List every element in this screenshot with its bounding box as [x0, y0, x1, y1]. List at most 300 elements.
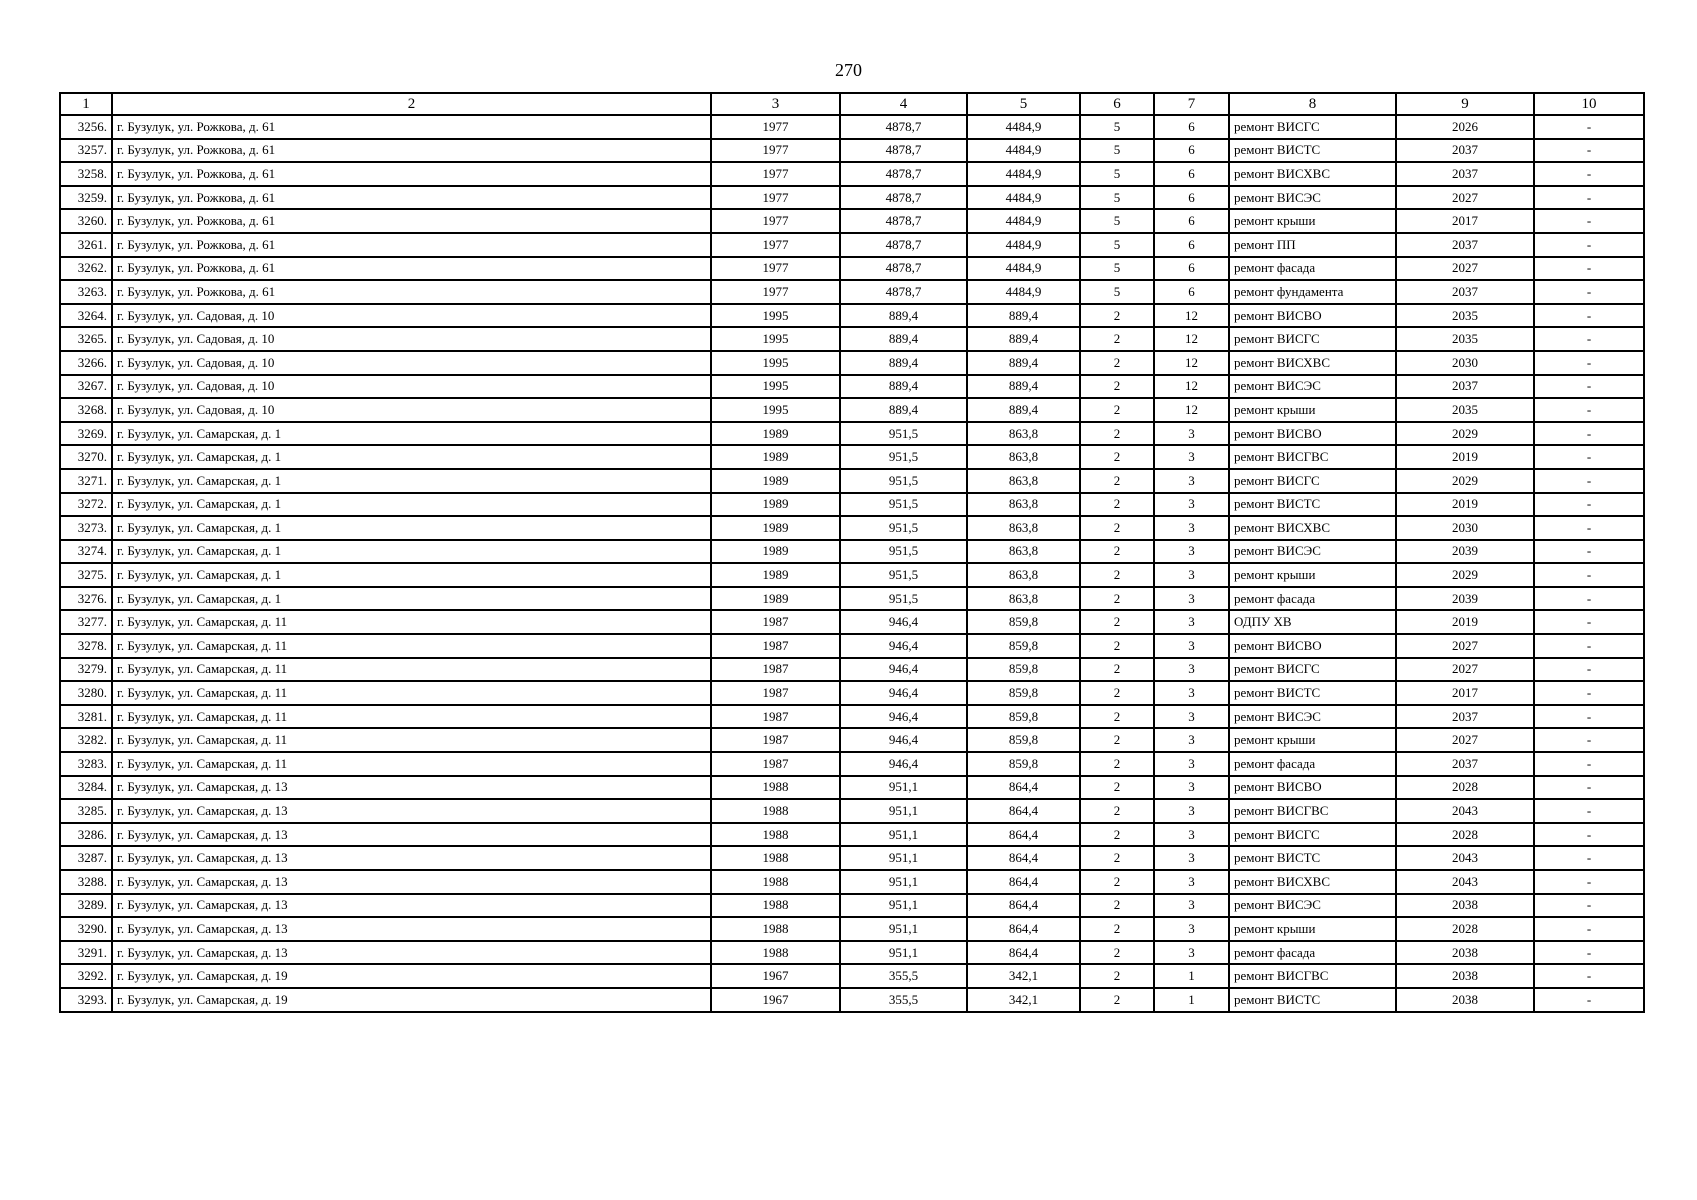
year-built-cell: 1989	[711, 445, 840, 469]
entrances-cell: 3	[1154, 563, 1229, 587]
floors-cell: 2	[1080, 563, 1154, 587]
living-area-cell: 889,4	[967, 327, 1080, 351]
planned-year-cell: 2039	[1396, 540, 1534, 564]
planned-year-cell: 2037	[1396, 162, 1534, 186]
address-cell: г. Бузулук, ул. Самарская, д. 13	[112, 846, 711, 870]
work-type-cell: ремонт ВИСХВС	[1229, 870, 1396, 894]
year-built-cell: 1989	[711, 516, 840, 540]
note-cell: -	[1534, 375, 1644, 399]
work-type-cell: ремонт ВИСЭС	[1229, 705, 1396, 729]
work-type-cell: ремонт фундамента	[1229, 280, 1396, 304]
column-number: 4	[840, 93, 967, 115]
address-cell: г. Бузулук, ул. Самарская, д. 1	[112, 540, 711, 564]
planned-year-cell: 2029	[1396, 563, 1534, 587]
address-cell: г. Бузулук, ул. Самарская, д. 1	[112, 469, 711, 493]
address-cell: г. Бузулук, ул. Самарская, д. 13	[112, 823, 711, 847]
entrances-cell: 3	[1154, 469, 1229, 493]
address-cell: г. Бузулук, ул. Самарская, д. 13	[112, 799, 711, 823]
floors-cell: 2	[1080, 469, 1154, 493]
total-area-cell: 946,4	[840, 658, 967, 682]
living-area-cell: 863,8	[967, 493, 1080, 517]
work-type-cell: ремонт фасада	[1229, 257, 1396, 281]
entrances-cell: 6	[1154, 186, 1229, 210]
row-index: 3267.	[60, 375, 112, 399]
total-area-cell: 951,5	[840, 540, 967, 564]
living-area-cell: 864,4	[967, 917, 1080, 941]
planned-year-cell: 2028	[1396, 917, 1534, 941]
row-index: 3290.	[60, 917, 112, 941]
address-cell: г. Бузулук, ул. Самарская, д. 13	[112, 870, 711, 894]
table-row	[60, 540, 1644, 564]
address-cell: г. Бузулук, ул. Рожкова, д. 61	[112, 280, 711, 304]
row-index: 3292.	[60, 964, 112, 988]
total-area-cell: 951,1	[840, 917, 967, 941]
row-index: 3291.	[60, 941, 112, 965]
floors-cell: 2	[1080, 445, 1154, 469]
note-cell: -	[1534, 988, 1644, 1012]
entrances-cell: 12	[1154, 304, 1229, 328]
planned-year-cell: 2035	[1396, 304, 1534, 328]
work-type-cell: ремонт ВИСТС	[1229, 846, 1396, 870]
note-cell: -	[1534, 563, 1644, 587]
planned-year-cell: 2043	[1396, 846, 1534, 870]
table-row	[60, 705, 1644, 729]
entrances-cell: 6	[1154, 233, 1229, 257]
entrances-cell: 3	[1154, 516, 1229, 540]
living-area-cell: 859,8	[967, 681, 1080, 705]
entrances-cell: 3	[1154, 728, 1229, 752]
living-area-cell: 859,8	[967, 728, 1080, 752]
table-row	[60, 422, 1644, 446]
row-index: 3265.	[60, 327, 112, 351]
note-cell: -	[1534, 445, 1644, 469]
row-index: 3282.	[60, 728, 112, 752]
table-row	[60, 280, 1644, 304]
address-cell: г. Бузулук, ул. Рожкова, д. 61	[112, 115, 711, 139]
entrances-cell: 3	[1154, 799, 1229, 823]
floors-cell: 2	[1080, 728, 1154, 752]
row-index: 3279.	[60, 658, 112, 682]
floors-cell: 2	[1080, 752, 1154, 776]
total-area-cell: 951,1	[840, 776, 967, 800]
planned-year-cell: 2037	[1396, 280, 1534, 304]
work-type-cell: ремонт ВИСВО	[1229, 422, 1396, 446]
address-cell: г. Бузулук, ул. Самарская, д. 11	[112, 728, 711, 752]
note-cell: -	[1534, 351, 1644, 375]
work-type-cell: ремонт фасада	[1229, 941, 1396, 965]
note-cell: -	[1534, 139, 1644, 163]
year-built-cell: 1967	[711, 988, 840, 1012]
entrances-cell: 3	[1154, 610, 1229, 634]
address-cell: г. Бузулук, ул. Рожкова, д. 61	[112, 257, 711, 281]
row-index: 3280.	[60, 681, 112, 705]
row-index: 3258.	[60, 162, 112, 186]
floors-cell: 2	[1080, 634, 1154, 658]
total-area-cell: 951,5	[840, 493, 967, 517]
note-cell: -	[1534, 493, 1644, 517]
living-area-cell: 863,8	[967, 587, 1080, 611]
year-built-cell: 1988	[711, 846, 840, 870]
row-index: 3257.	[60, 139, 112, 163]
year-built-cell: 1995	[711, 398, 840, 422]
year-built-cell: 1988	[711, 776, 840, 800]
year-built-cell: 1989	[711, 422, 840, 446]
work-type-cell: ремонт крыши	[1229, 728, 1396, 752]
column-number: 7	[1154, 93, 1229, 115]
total-area-cell: 946,4	[840, 610, 967, 634]
living-area-cell: 859,8	[967, 752, 1080, 776]
address-cell: г. Бузулук, ул. Самарская, д. 11	[112, 658, 711, 682]
work-type-cell: ремонт ВИСГС	[1229, 823, 1396, 847]
planned-year-cell: 2029	[1396, 422, 1534, 446]
entrances-cell: 6	[1154, 115, 1229, 139]
floors-cell: 2	[1080, 917, 1154, 941]
column-number: 3	[711, 93, 840, 115]
row-index: 3278.	[60, 634, 112, 658]
row-index: 3275.	[60, 563, 112, 587]
row-index: 3281.	[60, 705, 112, 729]
year-built-cell: 1988	[711, 941, 840, 965]
total-area-cell: 889,4	[840, 304, 967, 328]
year-built-cell: 1987	[711, 610, 840, 634]
table-row	[60, 115, 1644, 139]
planned-year-cell: 2028	[1396, 776, 1534, 800]
work-type-cell: ремонт ПП	[1229, 233, 1396, 257]
work-type-cell: ремонт крыши	[1229, 563, 1396, 587]
entrances-cell: 3	[1154, 870, 1229, 894]
table-row	[60, 351, 1644, 375]
row-index: 3271.	[60, 469, 112, 493]
table-row	[60, 162, 1644, 186]
note-cell: -	[1534, 752, 1644, 776]
living-area-cell: 863,8	[967, 516, 1080, 540]
year-built-cell: 1987	[711, 728, 840, 752]
total-area-cell: 951,5	[840, 516, 967, 540]
total-area-cell: 951,1	[840, 823, 967, 847]
note-cell: -	[1534, 799, 1644, 823]
table-row	[60, 964, 1644, 988]
address-cell: г. Бузулук, ул. Самарская, д. 19	[112, 988, 711, 1012]
table-row	[60, 610, 1644, 634]
floors-cell: 2	[1080, 493, 1154, 517]
planned-year-cell: 2026	[1396, 115, 1534, 139]
entrances-cell: 1	[1154, 964, 1229, 988]
year-built-cell: 1988	[711, 823, 840, 847]
year-built-cell: 1977	[711, 162, 840, 186]
living-area-cell: 4484,9	[967, 233, 1080, 257]
year-built-cell: 1995	[711, 351, 840, 375]
total-area-cell: 946,4	[840, 752, 967, 776]
total-area-cell: 4878,7	[840, 139, 967, 163]
year-built-cell: 1977	[711, 115, 840, 139]
address-cell: г. Бузулук, ул. Рожкова, д. 61	[112, 209, 711, 233]
year-built-cell: 1989	[711, 469, 840, 493]
living-area-cell: 863,8	[967, 422, 1080, 446]
living-area-cell: 864,4	[967, 941, 1080, 965]
repair-schedule-table	[59, 92, 1645, 1013]
entrances-cell: 1	[1154, 988, 1229, 1012]
address-cell: г. Бузулук, ул. Самарская, д. 1	[112, 422, 711, 446]
total-area-cell: 889,4	[840, 327, 967, 351]
planned-year-cell: 2039	[1396, 587, 1534, 611]
page-number: 270	[835, 60, 862, 80]
address-cell: г. Бузулук, ул. Самарская, д. 1	[112, 587, 711, 611]
entrances-cell: 6	[1154, 162, 1229, 186]
address-cell: г. Бузулук, ул. Рожкова, д. 61	[112, 162, 711, 186]
planned-year-cell: 2028	[1396, 823, 1534, 847]
address-cell: г. Бузулук, ул. Самарская, д. 11	[112, 705, 711, 729]
row-index: 3289.	[60, 894, 112, 918]
note-cell: -	[1534, 728, 1644, 752]
planned-year-cell: 2038	[1396, 894, 1534, 918]
table-row	[60, 917, 1644, 941]
planned-year-cell: 2035	[1396, 327, 1534, 351]
floors-cell: 2	[1080, 681, 1154, 705]
table-row	[60, 233, 1644, 257]
work-type-cell: ремонт ВИСЭС	[1229, 375, 1396, 399]
planned-year-cell: 2037	[1396, 375, 1534, 399]
planned-year-cell: 2030	[1396, 516, 1534, 540]
living-area-cell: 889,4	[967, 375, 1080, 399]
note-cell: -	[1534, 469, 1644, 493]
planned-year-cell: 2027	[1396, 728, 1534, 752]
entrances-cell: 3	[1154, 846, 1229, 870]
living-area-cell: 864,4	[967, 870, 1080, 894]
total-area-cell: 4878,7	[840, 280, 967, 304]
entrances-cell: 3	[1154, 917, 1229, 941]
address-cell: г. Бузулук, ул. Самарская, д. 11	[112, 634, 711, 658]
column-number: 6	[1080, 93, 1154, 115]
row-index: 3293.	[60, 988, 112, 1012]
note-cell: -	[1534, 941, 1644, 965]
address-cell: г. Бузулук, ул. Самарская, д. 1	[112, 516, 711, 540]
entrances-cell: 3	[1154, 705, 1229, 729]
row-index: 3260.	[60, 209, 112, 233]
note-cell: -	[1534, 610, 1644, 634]
entrances-cell: 3	[1154, 823, 1229, 847]
floors-cell: 5	[1080, 115, 1154, 139]
living-area-cell: 864,4	[967, 799, 1080, 823]
note-cell: -	[1534, 846, 1644, 870]
living-area-cell: 863,8	[967, 469, 1080, 493]
work-type-cell: ремонт ВИСТС	[1229, 139, 1396, 163]
work-type-cell: ремонт ВИСГВС	[1229, 799, 1396, 823]
work-type-cell: ремонт ВИСХВС	[1229, 351, 1396, 375]
floors-cell: 2	[1080, 941, 1154, 965]
living-area-cell: 4484,9	[967, 257, 1080, 281]
note-cell: -	[1534, 398, 1644, 422]
living-area-cell: 4484,9	[967, 162, 1080, 186]
total-area-cell: 4878,7	[840, 115, 967, 139]
floors-cell: 2	[1080, 870, 1154, 894]
total-area-cell: 951,5	[840, 563, 967, 587]
total-area-cell: 355,5	[840, 964, 967, 988]
year-built-cell: 1995	[711, 375, 840, 399]
planned-year-cell: 2037	[1396, 752, 1534, 776]
year-built-cell: 1977	[711, 186, 840, 210]
table-row	[60, 398, 1644, 422]
entrances-cell: 3	[1154, 540, 1229, 564]
note-cell: -	[1534, 917, 1644, 941]
total-area-cell: 946,4	[840, 705, 967, 729]
row-index: 3256.	[60, 115, 112, 139]
table-row	[60, 469, 1644, 493]
planned-year-cell: 2043	[1396, 870, 1534, 894]
floors-cell: 2	[1080, 610, 1154, 634]
planned-year-cell: 2037	[1396, 705, 1534, 729]
living-area-cell: 864,4	[967, 846, 1080, 870]
row-index: 3263.	[60, 280, 112, 304]
address-cell: г. Бузулук, ул. Самарская, д. 1	[112, 563, 711, 587]
table-row	[60, 988, 1644, 1012]
year-built-cell: 1988	[711, 894, 840, 918]
floors-cell: 2	[1080, 398, 1154, 422]
entrances-cell: 12	[1154, 398, 1229, 422]
floors-cell: 2	[1080, 705, 1154, 729]
total-area-cell: 889,4	[840, 398, 967, 422]
note-cell: -	[1534, 964, 1644, 988]
total-area-cell: 4878,7	[840, 162, 967, 186]
work-type-cell: ремонт ВИСХВС	[1229, 162, 1396, 186]
year-built-cell: 1988	[711, 917, 840, 941]
planned-year-cell: 2038	[1396, 964, 1534, 988]
column-number: 2	[112, 93, 711, 115]
address-cell: г. Бузулук, ул. Самарская, д. 13	[112, 894, 711, 918]
table-row	[60, 587, 1644, 611]
note-cell: -	[1534, 233, 1644, 257]
work-type-cell: ремонт ВИСТС	[1229, 681, 1396, 705]
note-cell: -	[1534, 823, 1644, 847]
address-cell: г. Бузулук, ул. Садовая, д. 10	[112, 375, 711, 399]
table-row	[60, 445, 1644, 469]
row-index: 3262.	[60, 257, 112, 281]
floors-cell: 2	[1080, 375, 1154, 399]
floors-cell: 2	[1080, 304, 1154, 328]
total-area-cell: 4878,7	[840, 257, 967, 281]
work-type-cell: ремонт фасада	[1229, 752, 1396, 776]
note-cell: -	[1534, 658, 1644, 682]
entrances-cell: 3	[1154, 634, 1229, 658]
entrances-cell: 6	[1154, 257, 1229, 281]
floors-cell: 2	[1080, 964, 1154, 988]
row-index: 3274.	[60, 540, 112, 564]
floors-cell: 5	[1080, 209, 1154, 233]
note-cell: -	[1534, 705, 1644, 729]
year-built-cell: 1988	[711, 870, 840, 894]
address-cell: г. Бузулук, ул. Самарская, д. 13	[112, 776, 711, 800]
year-built-cell: 1977	[711, 139, 840, 163]
floors-cell: 2	[1080, 658, 1154, 682]
note-cell: -	[1534, 162, 1644, 186]
address-cell: г. Бузулук, ул. Самарская, д. 13	[112, 917, 711, 941]
living-area-cell: 889,4	[967, 398, 1080, 422]
table-row	[60, 563, 1644, 587]
floors-cell: 2	[1080, 587, 1154, 611]
floors-cell: 2	[1080, 516, 1154, 540]
planned-year-cell: 2019	[1396, 445, 1534, 469]
note-cell: -	[1534, 681, 1644, 705]
work-type-cell: ремонт ВИСВО	[1229, 776, 1396, 800]
year-built-cell: 1977	[711, 233, 840, 257]
table-row	[60, 634, 1644, 658]
floors-cell: 2	[1080, 540, 1154, 564]
work-type-cell: ремонт ВИСГВС	[1229, 445, 1396, 469]
table-row	[60, 681, 1644, 705]
floors-cell: 2	[1080, 894, 1154, 918]
living-area-cell: 859,8	[967, 610, 1080, 634]
living-area-cell: 4484,9	[967, 186, 1080, 210]
year-built-cell: 1987	[711, 634, 840, 658]
address-cell: г. Бузулук, ул. Садовая, д. 10	[112, 398, 711, 422]
total-area-cell: 889,4	[840, 351, 967, 375]
total-area-cell: 951,5	[840, 422, 967, 446]
floors-cell: 2	[1080, 422, 1154, 446]
living-area-cell: 889,4	[967, 304, 1080, 328]
planned-year-cell: 2037	[1396, 233, 1534, 257]
planned-year-cell: 2029	[1396, 469, 1534, 493]
entrances-cell: 6	[1154, 139, 1229, 163]
year-built-cell: 1987	[711, 681, 840, 705]
work-type-cell: ремонт ВИСГС	[1229, 327, 1396, 351]
floors-cell: 2	[1080, 823, 1154, 847]
table-row	[60, 516, 1644, 540]
table-row	[60, 846, 1644, 870]
year-built-cell: 1995	[711, 304, 840, 328]
row-index: 3266.	[60, 351, 112, 375]
row-index: 3277.	[60, 610, 112, 634]
table-row	[60, 894, 1644, 918]
living-area-cell: 859,8	[967, 634, 1080, 658]
floors-cell: 2	[1080, 799, 1154, 823]
total-area-cell: 355,5	[840, 988, 967, 1012]
note-cell: -	[1534, 257, 1644, 281]
total-area-cell: 4878,7	[840, 209, 967, 233]
total-area-cell: 889,4	[840, 375, 967, 399]
address-cell: г. Бузулук, ул. Садовая, д. 10	[112, 351, 711, 375]
entrances-cell: 12	[1154, 375, 1229, 399]
column-number: 8	[1229, 93, 1396, 115]
entrances-cell: 3	[1154, 894, 1229, 918]
living-area-cell: 863,8	[967, 563, 1080, 587]
note-cell: -	[1534, 327, 1644, 351]
floors-cell: 5	[1080, 280, 1154, 304]
living-area-cell: 4484,9	[967, 115, 1080, 139]
address-cell: г. Бузулук, ул. Самарская, д. 19	[112, 964, 711, 988]
planned-year-cell: 2027	[1396, 186, 1534, 210]
living-area-cell: 342,1	[967, 988, 1080, 1012]
table-row	[60, 870, 1644, 894]
floors-cell: 2	[1080, 776, 1154, 800]
planned-year-cell: 2027	[1396, 634, 1534, 658]
row-index: 3284.	[60, 776, 112, 800]
planned-year-cell: 2037	[1396, 139, 1534, 163]
column-number-row	[60, 93, 1644, 115]
address-cell: г. Бузулук, ул. Самарская, д. 11	[112, 610, 711, 634]
entrances-cell: 3	[1154, 445, 1229, 469]
planned-year-cell: 2027	[1396, 257, 1534, 281]
table-row	[60, 493, 1644, 517]
note-cell: -	[1534, 115, 1644, 139]
planned-year-cell: 2038	[1396, 988, 1534, 1012]
address-cell: г. Бузулук, ул. Садовая, д. 10	[112, 304, 711, 328]
row-index: 3272.	[60, 493, 112, 517]
note-cell: -	[1534, 422, 1644, 446]
total-area-cell: 951,1	[840, 799, 967, 823]
living-area-cell: 863,8	[967, 445, 1080, 469]
table-row	[60, 209, 1644, 233]
row-index: 3285.	[60, 799, 112, 823]
total-area-cell: 4878,7	[840, 233, 967, 257]
